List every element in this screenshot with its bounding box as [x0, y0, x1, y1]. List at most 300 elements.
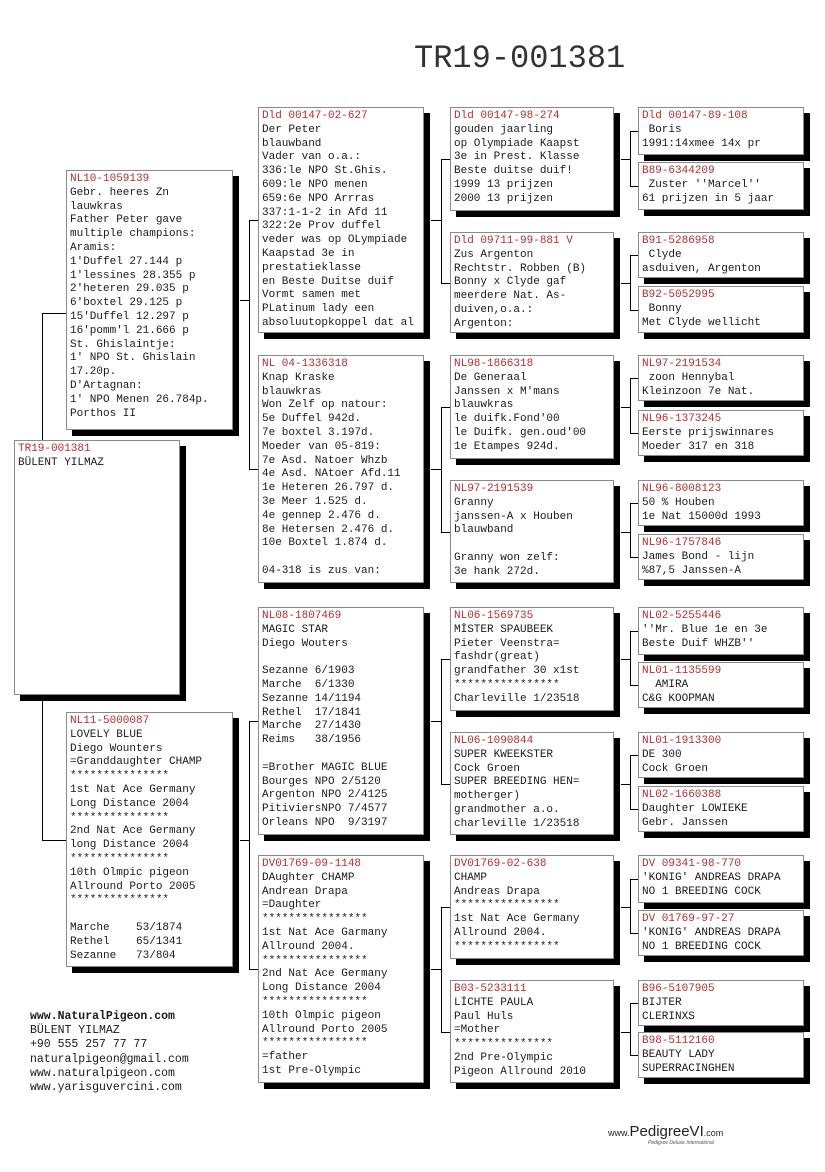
- pigeon-info-line: Pigeon Allround 2010: [454, 1065, 587, 1078]
- pigeon-info-line: ***************: [70, 811, 170, 824]
- pigeon-info-line: Andreas Drapa: [454, 885, 540, 898]
- pigeon-info-line: Gebr. heeres Zn: [70, 186, 170, 199]
- pigeon-info-line: DAughter CHAMP: [262, 871, 355, 884]
- great-grandparent-card: [450, 480, 614, 583]
- pigeon-info-line: 3e Meer 1.525 d.: [262, 495, 368, 508]
- pigeon-info-line: Pieter Veenstra=: [454, 637, 560, 650]
- pigeon-info-line: le duifk.Fond'00: [454, 413, 560, 426]
- pigeon-info-line: NO 1 BREEDING COCK: [642, 885, 761, 898]
- grandparent-card: [258, 607, 424, 835]
- great-great-grandparent-card: [638, 910, 804, 956]
- connector-line: [431, 220, 441, 221]
- logo-suffix: .com: [703, 1128, 724, 1138]
- pigeon-info-line: 336:le NPO St.Ghis.: [262, 165, 388, 178]
- pigeon-info-line: Cock Groen: [454, 762, 521, 775]
- pigeon-info-line: [262, 748, 420, 762]
- ring-number: Dld 00147-89-108: [642, 110, 748, 122]
- pigeon-info-line: DE 300: [642, 748, 682, 761]
- pigeon-info-line: veder was op OLympiade: [262, 234, 408, 247]
- pigeon-info-line: Gebr. Janssen: [642, 816, 728, 829]
- pigeon-info-line: meerdere Nat. As-: [454, 290, 567, 303]
- great-grandparent-card: [450, 980, 614, 1083]
- pigeon-info-line: =father: [262, 1051, 309, 1064]
- pigeon-info-line: 5e Duffel 942d.: [262, 413, 362, 426]
- pigeon-info-line: Sezanne 6/1903: [262, 665, 355, 678]
- connector-line: [630, 378, 631, 434]
- great-great-grandparent-card: [638, 232, 804, 278]
- connector-line: [42, 695, 43, 840]
- pigeon-info-line: PitiviersNPO 7/4577: [262, 803, 388, 816]
- connector-line: [441, 159, 442, 284]
- pedigreevi-logo: [608, 1123, 724, 1146]
- pigeon-info-line: blauwkras: [262, 385, 322, 398]
- pigeon-info-line: Vormt samen met: [262, 289, 362, 302]
- great-great-grandparent-card: [638, 162, 804, 210]
- pigeon-info-line: zoon Hennybal: [642, 371, 735, 384]
- pigeon-info-line: 6'boxtel 29.125 p: [70, 297, 183, 310]
- pigeon-info-line: 1999 13 prijzen: [454, 178, 554, 191]
- pigeon-info-line: Janssen x M'mans: [454, 385, 560, 398]
- pigeon-info-line: 322:2e Prov duffel: [262, 220, 381, 233]
- pigeon-info-line: 17.20p.: [70, 366, 117, 379]
- pigeon-info-line: Sezanne 73/804: [70, 949, 176, 962]
- subject-pigeon-card: [14, 440, 180, 695]
- pigeon-info-line: Vader van o.a.:: [262, 151, 362, 164]
- ring-number: NL10-1059139: [70, 173, 150, 185]
- pigeon-info-line: Eerste prijswinnares: [642, 426, 775, 439]
- great-grandparent-card: [450, 607, 614, 711]
- pigeon-info-line: prestatieklasse: [262, 261, 362, 274]
- connector-line: [441, 532, 450, 533]
- ring-number: DV01769-09-1148: [262, 858, 362, 870]
- pigeon-info-line: en Beste Duitse duif: [262, 275, 395, 288]
- pigeon-info-line: 1st Nat Ace Germany: [454, 913, 580, 926]
- ring-number: NL97-2191539: [454, 483, 534, 495]
- ring-number: NL06-1569735: [454, 610, 534, 622]
- pigeon-info-line: Kaapstad 3e in: [262, 247, 355, 260]
- pigeon-info-line: Cock Groen: [642, 762, 709, 775]
- connector-line: [42, 840, 66, 841]
- pigeon-info-line: =Daughter: [262, 899, 322, 912]
- pigeon-info-line: 8e Hetersen 2.476 d.: [262, 523, 395, 536]
- pigeon-info-line: fashdr(great): [454, 651, 540, 664]
- ring-number: DV 01769-97-27: [642, 913, 735, 925]
- great-great-grandparent-card: [638, 855, 804, 903]
- pigeon-info-line: CLERINXS: [642, 1010, 695, 1023]
- connector-line: [630, 1055, 638, 1056]
- pigeon-info-line: 2nd Nat Ace Germany: [70, 825, 196, 838]
- grandparent-card: [258, 855, 424, 1083]
- great-grandparent-card: [450, 732, 614, 835]
- pigeon-info-line: 1'Duffel 27.144 p: [70, 255, 183, 268]
- pigeon-info-line: Beste duitse duif!: [454, 165, 573, 178]
- ring-number: NL06-1090844: [454, 735, 534, 747]
- connector-line: [441, 1032, 450, 1033]
- pigeon-info-line: PLatinum lady een: [262, 303, 375, 316]
- connector-line: [621, 159, 630, 160]
- pigeon-info-line: Marche 53/1874: [70, 921, 183, 934]
- pigeon-info-line: le Duifk. gen.oud'00: [454, 426, 587, 439]
- connector-line: [621, 784, 630, 785]
- pigeon-info-line: Porthos II: [70, 407, 137, 420]
- connector-line: [441, 659, 442, 785]
- great-grandparent-card: [450, 355, 614, 459]
- pigeon-info-line: 61 prijzen in 5 jaar: [642, 192, 775, 205]
- connector-line: [630, 378, 638, 379]
- pigeon-info-line: gouden jaarling: [454, 123, 554, 136]
- pigeon-info-line: 10e Boxtel 1.874 d.: [262, 537, 388, 550]
- pigeon-info-line: Rethel 17/1841: [262, 706, 362, 719]
- pigeon-info-line: SUPERRACINGHEN: [642, 1062, 735, 1075]
- connector-line: [630, 755, 631, 810]
- connector-line: [630, 310, 638, 311]
- connector-line: [630, 933, 638, 934]
- pigeon-info-line: Boris: [642, 123, 682, 136]
- footer-email[interactable]: naturalpigeon@gmail.com: [30, 1052, 189, 1066]
- pigeon-info-line: charleville 1/23518: [454, 817, 580, 830]
- logo-tagline: Pedigree Deluxe International: [648, 1140, 714, 1146]
- connector-line: [441, 407, 450, 408]
- pigeon-info-line: =Brother MAGIC BLUE: [262, 761, 388, 774]
- pigeon-info-line: Zus Argenton: [454, 248, 534, 261]
- pigeon-info-line: Knap Kraske: [262, 371, 335, 384]
- ring-number: B92-5052995: [642, 289, 715, 301]
- pigeon-info-line: Long Distance 2004: [70, 797, 189, 810]
- connector-line: [630, 879, 638, 880]
- pigeon-info-line: Argenton NPO 2/4125: [262, 789, 388, 802]
- footer-website-main[interactable]: www.NaturalPigeon.com: [30, 1010, 175, 1023]
- pedigree-title: TR19-001381: [414, 40, 626, 77]
- pigeon-info-line: 609:le NPO menen: [262, 178, 368, 191]
- pigeon-info-line: ****************: [262, 1037, 368, 1050]
- pigeon-info-line: janssen-A x Houben: [454, 510, 573, 523]
- connector-line: [621, 1032, 630, 1033]
- pigeon-info-line: 1' NPO Menen 26.784p.: [70, 393, 209, 406]
- pigeon-info-line: 337:1-1-2 in Afd 11: [262, 206, 388, 219]
- ring-number: NL01-1135599: [642, 665, 722, 677]
- connector-line: [42, 313, 43, 440]
- pigeon-info-line: 'KONIG' ANDREAS DRAPA: [642, 926, 781, 939]
- connector-line: [630, 1003, 631, 1056]
- pigeon-info-line: CHAMP: [454, 871, 488, 884]
- connector-line: [431, 969, 441, 970]
- ring-number: Dld 00147-02-627: [262, 110, 368, 122]
- connector-line: [240, 300, 249, 301]
- connector-line: [621, 407, 630, 408]
- connector-line: [441, 659, 450, 660]
- great-great-grandparent-card: [638, 355, 804, 401]
- ring-number: DV01769-02-638: [454, 858, 547, 870]
- pigeon-info-line: Won Zelf op natour:: [262, 399, 388, 412]
- pigeon-info-line: BIJTER: [642, 996, 682, 1009]
- pigeon-info-line: Aramis:: [70, 241, 117, 254]
- pigeon-info-line: Allround Porto 2005: [70, 880, 196, 893]
- connector-line: [240, 840, 249, 841]
- ring-number: B98-5112160: [642, 1035, 715, 1047]
- pigeon-info-line: 10th Olmpic pigeon: [262, 1009, 381, 1022]
- great-grandparent-card: [450, 232, 614, 333]
- great-great-grandparent-card: [638, 732, 804, 778]
- connector-line: [630, 131, 631, 187]
- pigeon-info-line: Allround 2004.: [262, 940, 355, 953]
- pigeon-info-line: 3e hank 272d.: [454, 565, 540, 578]
- ring-number: Dld 00147-98-274: [454, 110, 560, 122]
- pigeon-info-line: ***************: [70, 852, 170, 865]
- pigeon-info-line: MİSTER SPAUBEEK: [454, 623, 554, 636]
- connector-line: [630, 503, 631, 558]
- great-great-grandparent-card: [638, 286, 804, 333]
- pigeon-info-line: blauwband: [454, 524, 514, 537]
- pigeon-info-line: ****************: [454, 940, 560, 953]
- footer-website-2[interactable]: www.naturalpigeon.com: [30, 1066, 175, 1080]
- connector-line: [630, 879, 631, 934]
- pigeon-info-line: Allround Porto 2005: [262, 1023, 388, 1036]
- pigeon-info-line: Bonny x Clyde gaf: [454, 276, 567, 289]
- pigeon-info-line: Beste Duif WHZB'': [642, 637, 755, 650]
- pigeon-info-line: Father Peter gave: [70, 214, 183, 227]
- pigeon-info-line: AMIRA: [642, 678, 689, 691]
- great-great-grandparent-card: [638, 662, 804, 708]
- connector-line: [441, 159, 450, 160]
- pigeon-info-line: 2nd Pre-Olympic: [454, 1051, 554, 1064]
- connector-line: [630, 809, 638, 810]
- pigeon-info-line: ***************: [454, 1038, 554, 1051]
- pigeon-info-line: Charleville 1/23518: [454, 692, 580, 705]
- pigeon-info-line: 50 % Houben: [642, 496, 715, 509]
- pigeon-info-line: =Granddaughter CHAMP: [70, 756, 203, 769]
- ring-number: TR19-001381: [18, 443, 91, 455]
- pigeon-info-line: 4e Asd. NAtoer Afd.11: [262, 468, 401, 481]
- pigeon-info-line: grandfather 30 x1st: [454, 665, 580, 678]
- ring-number: NL08-1807469: [262, 610, 342, 622]
- ring-number: NL96-1757846: [642, 537, 722, 549]
- pigeon-info-line: Zuster ''Marcel'': [642, 178, 761, 191]
- great-great-grandparent-card: [638, 534, 804, 580]
- pigeon-info-line: 3e in Prest. Klasse: [454, 151, 580, 164]
- pigeon-info-line: Granny: [454, 496, 494, 509]
- pigeon-info-line: ''Mr. Blue 1e en 3e: [642, 623, 768, 636]
- great-great-grandparent-card: [638, 607, 804, 655]
- pigeon-info-line: C&G KOOPMAN: [642, 692, 715, 705]
- pigeon-info-line: asduiven, Argenton: [642, 262, 761, 275]
- connector-line: [621, 907, 630, 908]
- connector-line: [630, 557, 638, 558]
- pigeon-info-line: Marche 27/1430: [262, 720, 362, 733]
- ring-number: NL97-2191534: [642, 358, 722, 370]
- pigeon-info-line: Sezanne 14/1194: [262, 692, 362, 705]
- ring-number: NL11-5000087: [70, 715, 150, 727]
- great-great-grandparent-card: [638, 786, 804, 832]
- great-grandparent-card: [450, 107, 614, 211]
- connector-line: [249, 220, 258, 221]
- pigeon-info-line: Kleinzoon 7e Nat.: [642, 385, 755, 398]
- pigeon-info-line: grandmother a.o.: [454, 803, 560, 816]
- logo-prefix: www.: [608, 1128, 630, 1138]
- connector-line: [630, 631, 638, 632]
- connector-line: [621, 532, 630, 533]
- connector-line: [630, 503, 638, 504]
- connector-line: [630, 755, 638, 756]
- pigeon-info-line: 1991:14xmee 14x pr: [642, 137, 761, 150]
- great-great-grandparent-card: [638, 980, 804, 1026]
- pigeon-info-line: Long Distance 2004: [262, 982, 381, 995]
- great-grandparent-card: [450, 855, 614, 959]
- pigeon-info-line: James Bond - lijn: [642, 550, 755, 563]
- connector-line: [630, 433, 638, 434]
- connector-line: [249, 469, 258, 470]
- connector-line: [431, 469, 441, 470]
- connector-line: [249, 721, 258, 722]
- connector-line: [621, 283, 630, 284]
- pigeon-info-line: Reims 38/1956: [262, 734, 362, 747]
- connector-line: [249, 220, 250, 470]
- pigeon-info-line: D'Artagnan:: [70, 379, 143, 392]
- connector-line: [441, 407, 442, 533]
- pigeon-info-line: 1' NPO St. Ghislain: [70, 352, 196, 365]
- pigeon-info-line: 659:6e NPO Arrras: [262, 192, 375, 205]
- pigeon-info-line: lauwkras: [70, 200, 123, 213]
- pigeon-info-line: motherger): [454, 790, 521, 803]
- pigeon-info-line: 2000 13 prijzen: [454, 192, 554, 205]
- pigeon-info-line: Clyde: [642, 248, 682, 261]
- grandparent-card: [258, 355, 424, 583]
- pigeon-info-line: multiple champions:: [70, 228, 196, 241]
- ring-number: Dld 09711-99-881 V: [454, 235, 573, 247]
- pigeon-info-line: De Generaal: [454, 371, 527, 384]
- pigeon-info-line: Granny won zelf:: [454, 551, 560, 564]
- pigeon-info-line: Andrean Drapa: [262, 885, 348, 898]
- pigeon-info-line: 7e Asd. Natoer Whzb: [262, 454, 388, 467]
- connector-line: [249, 969, 258, 970]
- pigeon-info-line: 1e Heteren 26.797 d.: [262, 482, 395, 495]
- connector-line: [42, 313, 66, 314]
- connector-line: [630, 685, 638, 686]
- great-great-grandparent-card: [638, 107, 804, 155]
- pigeon-info-line: Met Clyde wellicht: [642, 316, 761, 329]
- pigeon-info-line: ****************: [454, 678, 560, 691]
- pigeon-info-line: 'KONIG' ANDREAS DRAPA: [642, 871, 781, 884]
- pigeon-info-line: Rethel 65/1341: [70, 935, 183, 948]
- pigeon-info-line: 15'Duffel 12.297 p: [70, 310, 189, 323]
- pigeon-info-line: Der Peter: [262, 123, 322, 136]
- pigeon-info-line: St. Ghislaintje:: [70, 338, 176, 351]
- connector-line: [441, 907, 442, 1033]
- pigeon-info-line: Rechtstr. Robben (B): [454, 262, 587, 275]
- pigeon-info-line: SUPER BREEDING HEN=: [454, 776, 580, 789]
- pigeon-info-line: 1st Nat Ace Germany: [70, 783, 196, 796]
- footer-website-3[interactable]: www.yarisguvercini.com: [30, 1081, 182, 1095]
- pigeon-info-line: Moeder van 05-819:: [262, 440, 381, 453]
- pigeon-info-line: 16'pomm'l 21.666 p: [70, 324, 189, 337]
- connector-line: [630, 1003, 638, 1004]
- connector-line: [630, 255, 638, 256]
- pigeon-info-line: =Mother: [454, 1024, 501, 1037]
- pigeon-info-line: 1e Etampes 924d.: [454, 440, 560, 453]
- ring-number: B96-5107905: [642, 983, 715, 995]
- pigeon-info-line: ****************: [262, 995, 368, 1008]
- ring-number: NL96-8008123: [642, 483, 722, 495]
- connector-line: [441, 784, 450, 785]
- pigeon-info-line: Argenton:: [454, 317, 514, 330]
- great-great-grandparent-card: [638, 480, 804, 526]
- ring-number: DV 09341-98-770: [642, 858, 742, 870]
- pigeon-info-line: NO 1 BREEDING COCK: [642, 940, 761, 953]
- pigeon-info-line: Marche 6/1330: [262, 678, 355, 691]
- ring-number: NL98-1866318: [454, 358, 534, 370]
- pigeon-info-line: [262, 551, 420, 565]
- footer-phone: +90 555 257 77 77: [30, 1038, 148, 1052]
- connector-line: [630, 631, 631, 686]
- pigeon-info-line: 1st Pre-Olympic: [262, 1064, 362, 1077]
- pigeon-info-line: Bonny: [642, 302, 682, 315]
- connector-line: [441, 283, 450, 284]
- great-great-grandparent-card: [638, 410, 804, 456]
- connector-line: [630, 186, 638, 187]
- pigeon-info-line: [70, 908, 229, 922]
- ring-number: NL02-5255446: [642, 610, 722, 622]
- ring-number: NL02-1660388: [642, 789, 722, 801]
- connector-line: [431, 721, 441, 722]
- dam-card: [66, 712, 233, 967]
- ring-number: NL96-1373245: [642, 413, 722, 425]
- sire-card: [66, 170, 233, 430]
- pigeon-info-line: blauwband: [262, 137, 322, 150]
- connector-line: [630, 131, 638, 132]
- pigeon-info-line: ***************: [70, 770, 170, 783]
- grandparent-card: [258, 107, 424, 333]
- pigeon-info-line: Moeder 317 en 318: [642, 440, 755, 453]
- ring-number: NL01-1913300: [642, 735, 722, 747]
- pigeon-info-line: SUPER KWEEKSTER: [454, 748, 554, 761]
- pigeon-info-line: %87,5 Janssen-A: [642, 564, 742, 577]
- pigeon-info-line: ***************: [70, 894, 170, 907]
- pigeon-info-line: BEAUTY LADY: [642, 1048, 715, 1061]
- pigeon-info-line: Orleans NPO 9/3197: [262, 816, 388, 829]
- pigeon-info-line: Allround 2004.: [454, 926, 547, 939]
- pigeon-info-line: absoluutopkoppel dat al: [262, 316, 414, 329]
- connector-line: [441, 907, 450, 908]
- pigeon-info-line: long Distance 2004: [70, 839, 189, 852]
- footer-owner-name: BÜLENT YILMAZ: [30, 1024, 120, 1038]
- pigeon-info-line: Daughter LOWIEKE: [642, 802, 748, 815]
- pigeon-info-line: 2'heteren 29.035 p: [70, 283, 189, 296]
- pigeon-info-line: op Olympiade Kaapst: [454, 137, 580, 150]
- pigeon-info-line: 10th Olmpic pigeon: [70, 866, 189, 879]
- pigeon-info-line: Bourges NPO 2/5120: [262, 775, 381, 788]
- pigeon-info-line: ****************: [262, 913, 368, 926]
- pigeon-info-line: 04-318 is zus van:: [262, 564, 381, 577]
- pigeon-info-line: Diego Wouters: [262, 637, 348, 650]
- pigeon-info-line: [262, 651, 420, 665]
- pigeon-info-line: LİCHTE PAULA: [454, 996, 534, 1009]
- pigeon-info-line: 4e gennep 2.476 d.: [262, 509, 381, 522]
- pigeon-info-line: MAGIC STAR: [262, 623, 329, 636]
- pigeon-info-line: Diego Wounters: [70, 742, 163, 755]
- pigeon-info-line: 7e boxtel 3.197d.: [262, 426, 375, 439]
- pigeon-info-line: duiven,o.a.:: [454, 303, 534, 316]
- pigeon-info-line: LOVELY BLUE: [70, 728, 143, 741]
- pigeon-info-line: Paul Huls: [454, 1010, 514, 1023]
- ring-number: B03-5233111: [454, 983, 527, 995]
- pigeon-info-line: ****************: [454, 899, 560, 912]
- pigeon-info-line: ****************: [262, 954, 368, 967]
- ring-number: B91-5286958: [642, 235, 715, 247]
- great-great-grandparent-card: [638, 1032, 804, 1078]
- pigeon-info-line: 1st Nat Ace Garmany: [262, 926, 388, 939]
- pigeon-info-line: blauwkras: [454, 399, 514, 412]
- connector-line: [630, 255, 631, 311]
- pigeon-info-line: [454, 538, 610, 552]
